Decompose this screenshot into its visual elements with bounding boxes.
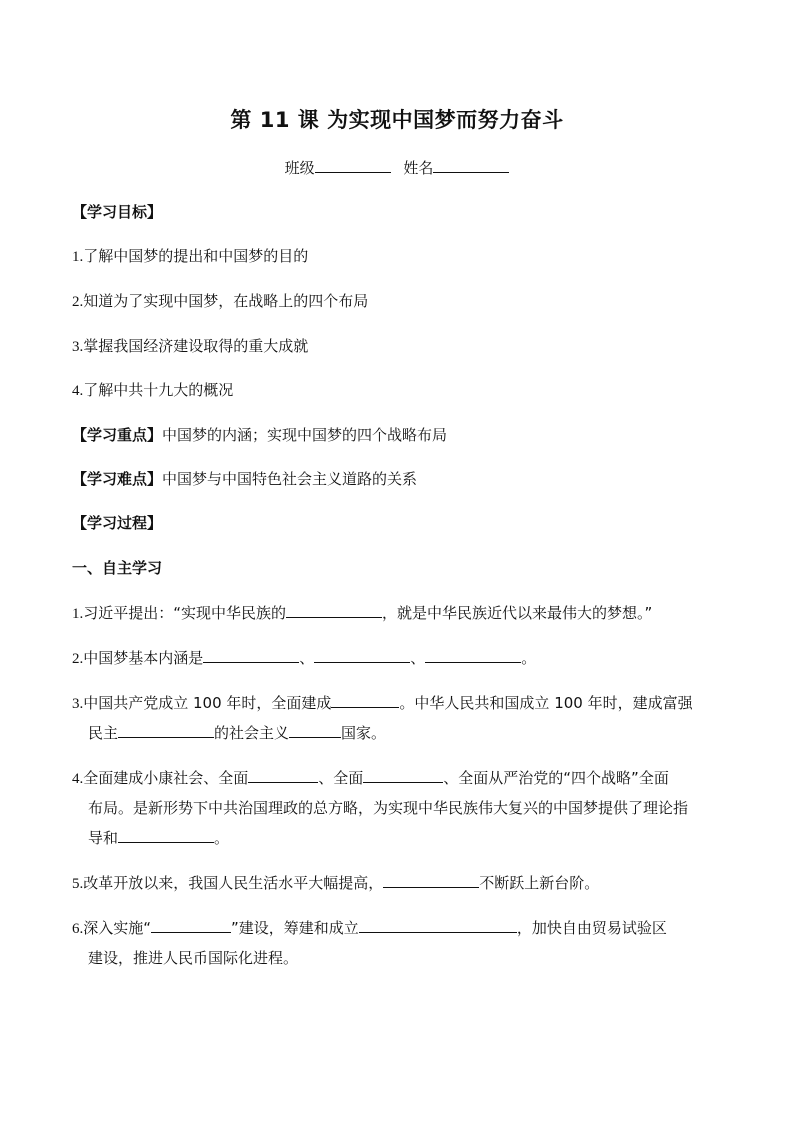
question-text: 国家。: [341, 724, 387, 742]
question-text: 改革开放以来，我国人民生活水平大幅提高，: [83, 874, 384, 892]
question-6: [72, 913, 667, 944]
item-number: 3.: [72, 696, 84, 712]
answer-blank: [383, 872, 479, 888]
answer-blank: [118, 722, 214, 738]
answer-blank: [359, 917, 517, 933]
process-heading: 【学习过程】: [72, 514, 163, 532]
key-points-heading: 【学习重点】: [72, 426, 163, 444]
question-text: ”建设，筹建和成立: [231, 919, 359, 937]
question-text: 不断跃上新台阶。: [479, 874, 600, 892]
question-text: ，就是中华民族近代以来最伟大的梦想。”: [382, 604, 653, 622]
key-points-line: [72, 420, 447, 450]
question-text: 深入实施“: [83, 919, 152, 937]
question-4-continuation: [88, 823, 229, 853]
objective-item: [72, 331, 308, 362]
difficulties-line: [72, 464, 417, 494]
page-title: 第 11 课 为实现中国梦而努力奋斗: [230, 108, 564, 132]
name-label: 姓名: [403, 159, 434, 177]
question-3: [72, 688, 693, 719]
question-text: 全面建成小康社会、全面: [83, 769, 249, 787]
question-6-continuation: [88, 943, 298, 973]
difficulties-heading: 【学习难点】: [72, 470, 163, 488]
objectives-heading: 【学习目标】: [72, 203, 163, 221]
item-number: 1.: [72, 249, 84, 265]
question-5: [72, 868, 599, 899]
answer-blank: [203, 647, 299, 663]
item-number: 4.: [72, 771, 84, 787]
name-blank: [433, 158, 509, 173]
question-1: [72, 598, 652, 629]
key-points-text: 中国梦的内涵；实现中国梦的四个战略布局: [162, 426, 448, 444]
question-text: ，加快自由贸易试验区: [516, 919, 667, 937]
student-info-line: [0, 157, 794, 178]
item-text: 了解中共十九大的概况: [83, 381, 234, 399]
item-number: 5.: [72, 876, 84, 892]
question-text: 、全面: [318, 769, 364, 787]
answer-blank: [151, 917, 231, 933]
separator: 、: [299, 649, 315, 667]
question-text: 建设，推进人民币国际化进程。: [88, 949, 299, 967]
class-label: 班级: [284, 159, 315, 177]
question-4: [72, 763, 669, 794]
item-number: 1.: [72, 606, 84, 622]
objective-item: [72, 286, 368, 317]
question-text: 习近平提出：“实现中华民族的: [83, 604, 287, 622]
question-text: 中国梦基本内涵是: [83, 649, 204, 667]
question-text: 导和: [88, 829, 119, 847]
item-number: 2.: [72, 651, 84, 667]
item-number: 2.: [72, 294, 84, 310]
self-study-heading: 一、自主学习: [72, 559, 163, 577]
item-text: 了解中国梦的提出和中国梦的目的: [83, 247, 309, 265]
answer-blank: [363, 767, 443, 783]
item-text: 掌握我国经济建设取得的重大成就: [83, 337, 309, 355]
answer-blank: [118, 827, 214, 843]
answer-blank: [331, 692, 399, 708]
question-text: 的社会主义: [214, 724, 290, 742]
item-number: 4.: [72, 383, 84, 399]
question-text: 。: [214, 829, 230, 847]
answer-blank: [314, 647, 410, 663]
objective-item: [72, 241, 308, 272]
question-text: 、全面从严治党的“四个战略”全面: [443, 769, 669, 787]
question-text: 民主: [88, 724, 119, 742]
question-text: 。: [521, 649, 537, 667]
question-4-continuation: [88, 793, 688, 823]
item-text: 知道为了实现中国梦，在战略上的四个布局: [83, 292, 369, 310]
answer-blank: [248, 767, 318, 783]
answer-blank: [289, 722, 341, 738]
objective-item: [72, 375, 233, 406]
question-3-continuation: [88, 718, 386, 748]
item-number: 3.: [72, 339, 84, 355]
question-text: 。中华人民共和国成立 100 年时，建成富强: [399, 694, 693, 712]
question-text: 中国共产党成立 100 年时，全面建成: [83, 694, 332, 712]
question-text: 布局。是新形势下中共治国理政的总方略，为实现中华民族伟大复兴的中国梦提供了理论指: [88, 799, 689, 817]
answer-blank: [286, 602, 382, 618]
item-number: 6.: [72, 921, 84, 937]
difficulties-text: 中国梦与中国特色社会主义道路的关系: [162, 470, 418, 488]
question-2: [72, 643, 536, 674]
class-blank: [315, 158, 391, 173]
separator: 、: [410, 649, 426, 667]
answer-blank: [425, 647, 521, 663]
